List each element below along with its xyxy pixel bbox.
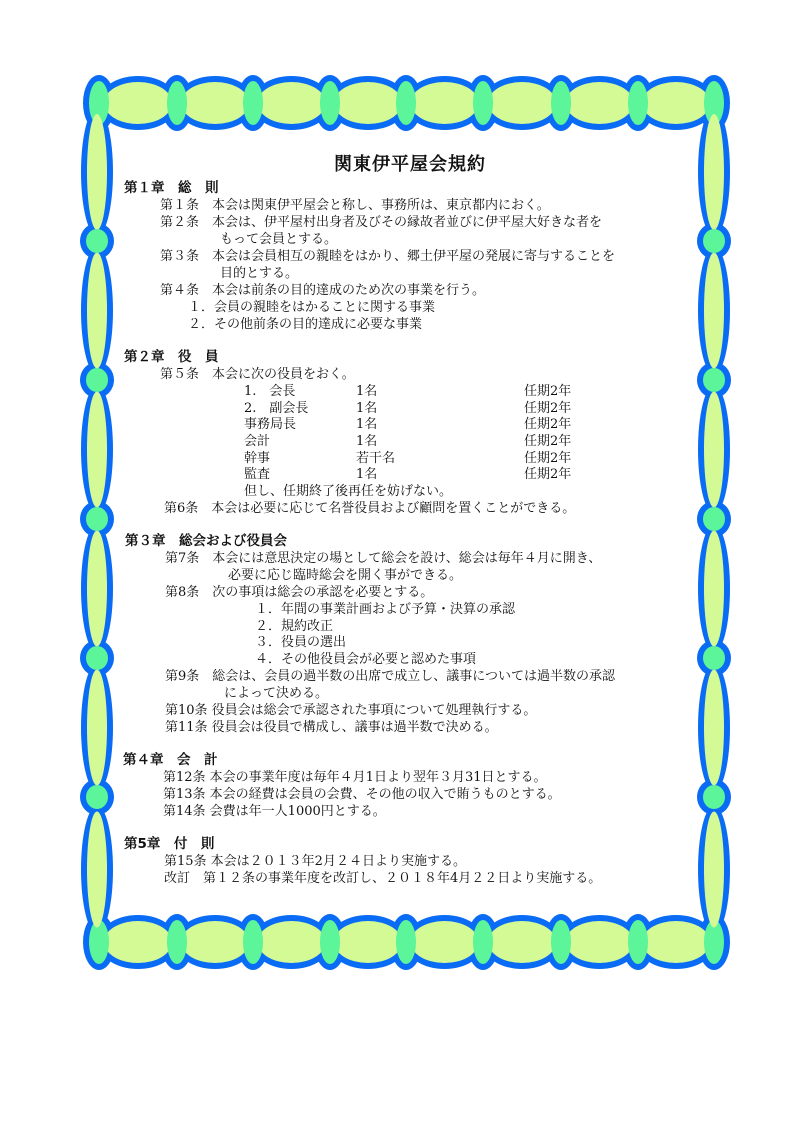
officer-role: 監査: [244, 467, 271, 482]
chapter-2-heading: 第２章 役 員: [124, 349, 219, 365]
article-8-item-4: ４．その他役員会が必要と認めた事項: [255, 652, 477, 667]
article-6: 第6条 本会は必要に応じて名誉役員および顧問を置くことができる。: [164, 501, 576, 516]
chapter-1-heading: 第１章 総 則: [124, 180, 219, 196]
article-7: 第7条 本会には意思決定の場として総会を設け、総会は毎年４月に開き、: [165, 551, 602, 566]
officer-term: 任期2年: [524, 451, 572, 466]
article-11: 第11条 役員会は役員で構成し、議事は過半数で決める。: [165, 720, 498, 735]
article-8-item-3: ３．役員の選出: [255, 635, 347, 650]
article-3-cont: 目的とする。: [220, 266, 299, 281]
officer-count: 若干名: [356, 451, 396, 466]
document-title: 関東伊平屋会規約: [334, 154, 486, 175]
officers-note: 但し、任期終了後再任を妨げない。: [244, 484, 453, 499]
article-4-item-2: ２．その他前条の目的達成に必要な事業: [188, 317, 423, 332]
officer-term: 任期2年: [524, 384, 572, 399]
officer-role: 事務局長: [244, 417, 297, 432]
article-8-item-1: １．年間の事業計画および予算・決算の承認: [255, 602, 516, 617]
article-4-item-1: １．会員の親睦をはかることに関する事業: [188, 300, 436, 315]
chapter-3-heading: 第３章 総会および役員会: [125, 533, 287, 549]
chapter-5-heading: 第5章 付 則: [124, 836, 215, 852]
article-10: 第10条 役員会は総会で承認された事項について処理執行する。: [165, 703, 537, 718]
article-7-cont: 必要に応じ臨時総会を開く事ができる。: [228, 568, 463, 583]
officer-count: 1名: [356, 401, 378, 416]
article-4: 第４条 本会は前条の目的達成のため次の事業を行う。: [160, 283, 486, 298]
article-12: 第12条 本会の事業年度は毎年４月1日より翌年３月31日とする。: [163, 770, 547, 785]
officer-role: 会計: [244, 434, 271, 449]
chapter-4-heading: 第４章 会 計: [123, 752, 218, 768]
article-5: 第５条 本会に次の役員をおく。: [160, 367, 355, 382]
officer-term: 任期2年: [524, 467, 572, 482]
officer-count: 1名: [356, 434, 378, 449]
article-9-cont: によって決める。: [224, 686, 329, 701]
article-8-item-2: ２．規約改正: [255, 619, 334, 634]
article-13: 第13条 本会の経費は会員の会費、その他の収入で賄うものとする。: [163, 787, 561, 802]
revision-note: 改訂 第１２条の事業年度を改訂し、２０１８年4月２２日より実施する。: [164, 871, 602, 886]
officer-role: 2. 副会長: [244, 401, 309, 416]
article-14: 第14条 会費は年一人1000円とする。: [163, 804, 386, 819]
article-2-cont: もって会員とする。: [220, 232, 338, 247]
officer-term: 任期2年: [524, 417, 572, 432]
officer-count: 1名: [356, 467, 378, 482]
article-8: 第8条 次の事項は総会の承認を必要とする。: [165, 585, 434, 600]
article-1: 第１条 本会は関東伊平屋会と称し、事務所は、東京都内におく。: [160, 198, 550, 213]
article-2: 第２条 本会は、伊平屋村出身者及びその縁故者並びに伊平屋大好きな者を: [160, 215, 603, 230]
article-3: 第３条 本会は会員相互の親睦をはかり、郷土伊平屋の発展に寄与することを: [160, 249, 616, 264]
officer-role: 幹事: [244, 451, 271, 466]
article-9: 第9条 総会は、会員の過半数の出席で成立し、議事については過半数の承認: [165, 669, 616, 684]
officer-count: 1名: [356, 417, 378, 432]
officer-term: 任期2年: [524, 434, 572, 449]
officer-count: 1名: [356, 384, 378, 399]
officer-role: 1. 会長: [244, 384, 296, 399]
article-15: 第15条 本会は２０１３年2月２４日より実施する。: [164, 854, 466, 869]
officer-term: 任期2年: [524, 401, 572, 416]
